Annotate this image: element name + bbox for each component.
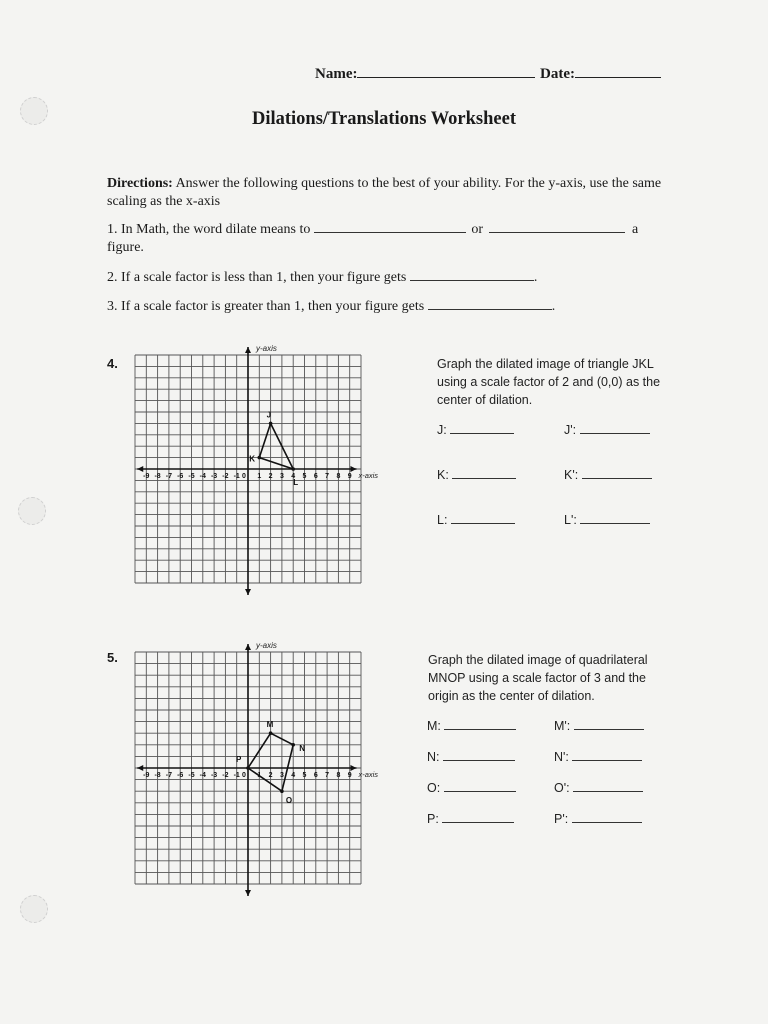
question-2-period: . <box>533 270 538 285</box>
problem-4-answer-0-left[interactable] <box>437 421 514 439</box>
vertex-label-n: N <box>299 743 305 753</box>
x-tick-label: 5 <box>302 772 307 779</box>
question-2-text: 2. If a scale factor is less than 1, then your figure gets <box>107 270 407 285</box>
x-tick-label: 4 <box>291 473 296 480</box>
directions-text: Answer the following questions to the best of your ability. For the y-axis, use the same scaling as the x-axis <box>107 176 662 209</box>
problem-5-answer-0-right[interactable] <box>554 717 644 735</box>
answer-label: P: <box>427 812 439 826</box>
x-tick-label: -8 <box>154 473 161 480</box>
x-tick-label: 9 <box>347 473 352 480</box>
x-tick-label: 3 <box>279 772 284 779</box>
x-axis-arrow-right <box>350 765 356 771</box>
question-3-text: 3. If a scale factor is greater than 1, then your figure gets <box>107 299 425 314</box>
problem-4-answer-0-right[interactable] <box>564 421 650 439</box>
problem-5-answer-3-left[interactable] <box>427 810 514 828</box>
answer-label: L': <box>564 513 577 527</box>
x-tick-label: -2 <box>222 772 229 779</box>
answer-label: L: <box>437 513 448 527</box>
problem-4-answer-2-left[interactable] <box>437 511 515 529</box>
question-1-or: or <box>471 222 484 237</box>
x-tick-label: -2 <box>222 473 229 480</box>
answer-label: P': <box>554 812 569 826</box>
x-tick-label: -3 <box>210 473 218 480</box>
problem-5-answer-3-right[interactable] <box>554 810 642 828</box>
answer-blank[interactable] <box>572 748 642 761</box>
answer-blank[interactable] <box>442 810 514 823</box>
x-tick-label: 7 <box>325 772 330 779</box>
question-1-blank-1[interactable] <box>314 220 466 233</box>
question-2 <box>107 268 667 287</box>
question-3-period: . <box>551 299 556 314</box>
x-tick-label: -7 <box>165 473 173 480</box>
y-axis-arrow-up <box>245 644 251 650</box>
answer-blank[interactable] <box>451 511 515 524</box>
answer-label: N: <box>427 750 440 764</box>
problem-4-number: 4. <box>107 356 118 371</box>
x-axis-label: x-axis <box>358 471 379 480</box>
answer-blank[interactable] <box>443 748 515 761</box>
x-tick-label: -1 <box>233 473 240 480</box>
answer-label: M': <box>554 719 571 733</box>
answer-label: N': <box>554 750 569 764</box>
punch-hole-middle <box>18 497 46 525</box>
x-tick-label: 4 <box>291 772 296 779</box>
problem-4-instruction: Graph the dilated image of triangle JKL using a scale factor of 2 and (0,0) as the center of dilation. <box>437 357 661 407</box>
x-tick-label: 6 <box>313 772 318 779</box>
x-tick-label: 5 <box>302 473 307 480</box>
x-tick-label: 8 <box>336 772 341 779</box>
question-1-blank-2[interactable] <box>489 220 625 233</box>
x-axis-arrow-left <box>137 466 143 472</box>
answer-blank[interactable] <box>572 810 642 823</box>
answer-label: K': <box>564 468 579 482</box>
problem-5-coordinate-grid[interactable] <box>118 630 408 912</box>
answer-blank[interactable] <box>444 779 516 792</box>
answer-blank[interactable] <box>573 779 643 792</box>
problem-4-answer-1-left[interactable] <box>437 466 516 484</box>
answer-label: O': <box>554 781 570 795</box>
answer-blank[interactable] <box>574 717 644 730</box>
answer-label: M: <box>427 719 441 733</box>
vertex-point-m <box>269 731 273 735</box>
y-axis-label: y-axis <box>256 641 277 650</box>
vertex-point-o <box>280 789 284 793</box>
x-tick-label: 9 <box>347 772 352 779</box>
vertex-point-l <box>291 467 295 471</box>
x-tick-label: 2 <box>268 473 273 480</box>
problem-4-coordinate-grid[interactable] <box>118 335 408 607</box>
x-tick-label: -5 <box>188 473 195 480</box>
vertex-point-p <box>246 766 250 770</box>
question-1-text: 1. In Math, the word dilate means to <box>107 222 311 237</box>
problem-5-number: 5. <box>107 650 118 665</box>
problem-5-answer-2-left[interactable] <box>427 779 516 797</box>
x-tick-label: -6 <box>177 473 184 480</box>
x-tick-label: 2 <box>268 772 273 779</box>
vertex-label-p: P <box>236 755 242 764</box>
answer-blank[interactable] <box>452 466 516 479</box>
vertex-label-l: L <box>293 478 299 487</box>
x-tick-label: -7 <box>165 772 173 779</box>
vertex-point-n <box>291 743 295 747</box>
x-tick-label: -1 <box>233 772 240 779</box>
problem-5-answer-0-left[interactable] <box>427 717 516 735</box>
x-tick-label: -3 <box>210 772 218 779</box>
x-tick-label: -5 <box>188 772 195 779</box>
date-label: Date: <box>540 66 575 82</box>
vertex-label-o: O <box>285 796 293 806</box>
x-tick-label: -9 <box>143 473 150 480</box>
date-field[interactable] <box>540 63 661 83</box>
y-axis-arrow-down <box>245 589 251 595</box>
problem-4-answer-1-right[interactable] <box>564 466 652 484</box>
directions <box>107 175 667 211</box>
x-tick-label: 1 <box>257 473 262 480</box>
answer-label: O: <box>427 781 441 795</box>
vertex-point-j <box>269 422 273 426</box>
problem-5-answer-1-left[interactable] <box>427 748 515 766</box>
x-tick-label: -4 <box>199 473 206 480</box>
problem-5-answer-2-right[interactable] <box>554 779 643 797</box>
x-tick-label: -9 <box>143 772 150 779</box>
x-axis-label: x-axis <box>358 770 379 779</box>
question-1-cont: figure. <box>107 240 144 255</box>
name-label: Name: <box>315 66 358 82</box>
vertex-label-j: J <box>266 410 272 420</box>
x-tick-label: 0 <box>242 772 246 779</box>
x-axis-arrow-left <box>137 765 143 771</box>
page-title: Dilations/Translations Worksheet <box>251 109 516 129</box>
x-tick-label: 1 <box>257 772 262 779</box>
question-2-blank[interactable] <box>410 268 534 281</box>
directions-label: Directions: <box>107 176 173 191</box>
problem-5-instruction: Graph the dilated image of quadrilateral MNOP using a scale factor of 3 and the origin as the center of dilation. <box>428 653 648 703</box>
x-tick-label: 3 <box>279 473 284 480</box>
problem-4-answer-2-right[interactable] <box>564 511 650 529</box>
question-1 <box>107 220 667 257</box>
x-tick-label: -6 <box>177 772 184 779</box>
answer-blank[interactable] <box>580 511 650 524</box>
problem-5-answer-1-right[interactable] <box>554 748 642 766</box>
question-3 <box>107 297 667 316</box>
answer-label: K: <box>437 468 449 482</box>
x-tick-label: 0 <box>242 473 246 480</box>
x-tick-label: 7 <box>325 473 330 480</box>
vertex-point-k <box>258 456 262 460</box>
y-axis-arrow-up <box>245 347 251 353</box>
answer-blank[interactable] <box>450 421 514 434</box>
name-field[interactable] <box>315 63 535 83</box>
x-tick-label: -4 <box>199 772 206 779</box>
answer-label: J': <box>564 423 577 437</box>
x-tick-label: 8 <box>336 473 341 480</box>
y-axis-label: y-axis <box>256 344 277 353</box>
x-tick-label: 6 <box>313 473 318 480</box>
vertex-label-k: K <box>249 454 256 464</box>
x-tick-label: -8 <box>154 772 161 779</box>
question-1-a: a <box>632 222 639 237</box>
answer-blank[interactable] <box>580 421 650 434</box>
vertex-label-m: M <box>266 720 274 730</box>
question-3-blank[interactable] <box>428 297 552 310</box>
answer-label: J: <box>437 423 447 437</box>
x-axis-arrow-right <box>350 466 356 472</box>
y-axis-arrow-down <box>245 890 251 896</box>
answer-blank[interactable] <box>582 466 652 479</box>
answer-blank[interactable] <box>444 717 516 730</box>
punch-hole-bottom <box>20 895 48 923</box>
